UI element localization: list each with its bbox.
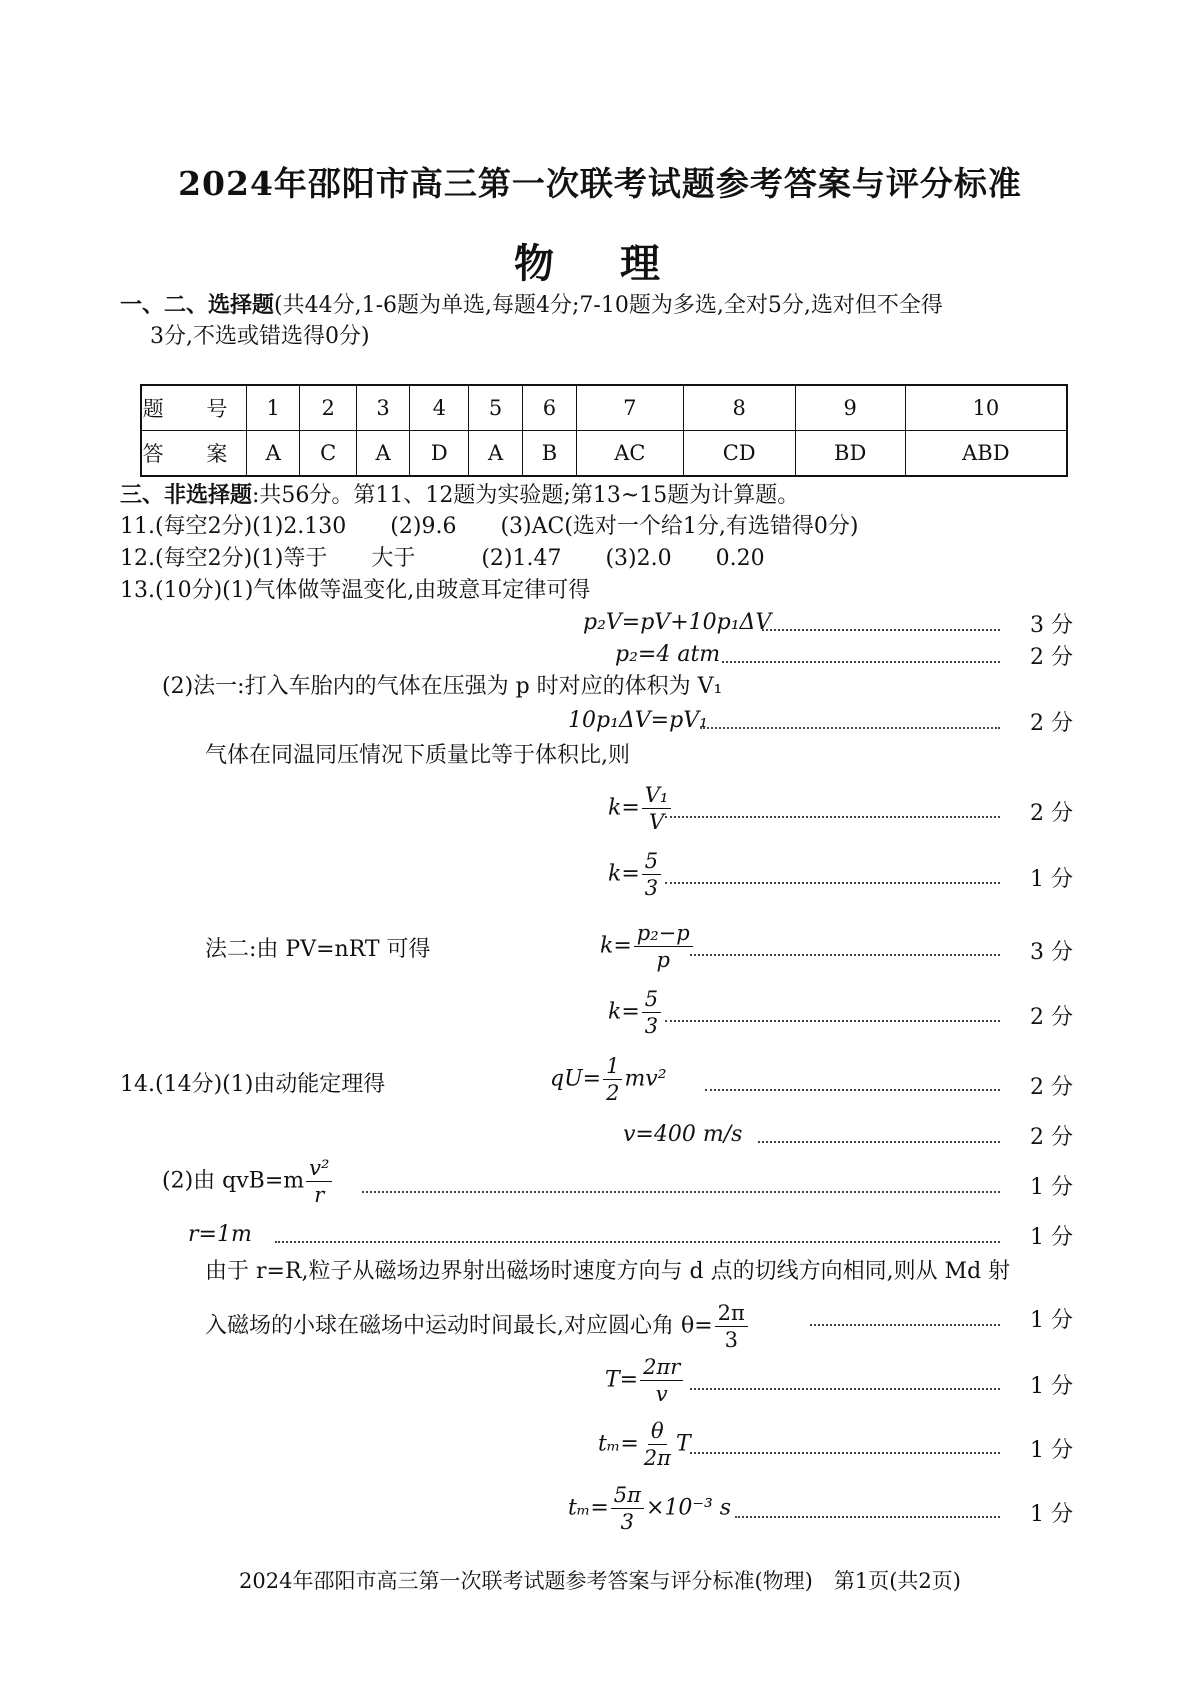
q14-tm2 (568, 1482, 731, 1535)
score: 1 分 (1030, 867, 1073, 892)
fraction (603, 1053, 622, 1106)
leader-dots (735, 1515, 1000, 1518)
table-cell: 7 (577, 385, 684, 431)
score: 2 分 (1030, 645, 1073, 670)
fraction-denominator: 2 (606, 1081, 620, 1105)
q14-eq1 (550, 1053, 667, 1106)
table-cell: 8 (683, 385, 795, 431)
section1-line1 (120, 290, 943, 321)
table-cell: BD (795, 431, 905, 477)
fraction (641, 1418, 674, 1471)
q13-intro: 13.(10分)(1)气体做等温变化,由玻意耳定律可得 (120, 578, 591, 603)
table-cell: C (300, 431, 356, 477)
fraction (642, 848, 661, 901)
section2-desc: :共56分。第11、12题为实验题;第13~15题为计算题。 (252, 483, 800, 508)
score: 1 分 (1030, 1175, 1073, 1200)
leader-dots (700, 726, 1000, 729)
fraction-denominator: r (314, 1183, 325, 1207)
text: 入磁场的小球在磁场中运动时间最长,对应圆心角 θ= (205, 1313, 713, 1339)
row-label-answer: 答 案 (141, 431, 247, 477)
fraction-denominator: V (648, 810, 665, 834)
q13-part2: (2)法一:打入车胎内的气体在压强为 p 时对应的体积为 V₁ (162, 674, 723, 699)
score: 2 分 (1030, 1075, 1073, 1100)
fraction-numerator: 5 (642, 986, 661, 1013)
section1-heading: 一、二、选择题 (120, 292, 275, 318)
q14-text1: 由于 r=R,粒子从磁场边界射出磁场时速度方向与 d 点的切线方向相同,则从 Md 射 (205, 1259, 1011, 1284)
fraction-denominator: 3 (644, 876, 659, 900)
q14-eq-r: r=1m (188, 1222, 252, 1247)
eq-left: (2)由 qvB=m (162, 1168, 305, 1194)
table-cell: 10 (905, 385, 1067, 431)
table-cell: A (356, 431, 409, 477)
leader-dots (762, 628, 1000, 631)
k-label: k= (608, 999, 640, 1025)
table-cell: A (469, 431, 522, 477)
eq-right: ×10⁻³ s (645, 1495, 732, 1521)
q14-eq2: v=400 m/s (623, 1122, 743, 1147)
section2-heading: 三、非选择题 (120, 482, 253, 508)
fraction-denominator: 3 (724, 1328, 738, 1352)
table-cell: AC (577, 431, 684, 477)
subject-title: 物 理 (514, 240, 686, 287)
eq-left: tₘ= (598, 1431, 639, 1457)
fraction-numerator: θ (648, 1418, 667, 1445)
q13-method2: 法二:由 PV=nRT 可得 (205, 937, 431, 962)
fraction-numerator: 2π (715, 1300, 748, 1327)
leader-dots (690, 953, 1000, 956)
q14-part2 (162, 1155, 334, 1208)
eq-right: mv² (624, 1066, 667, 1092)
q14-intro: 14.(14分)(1)由动能定理得 (120, 1072, 386, 1097)
fraction-denominator: 2π (643, 1446, 671, 1470)
score: 1 分 (1030, 1308, 1073, 1333)
answer-table (140, 384, 1068, 477)
fraction-numerator: V₁ (642, 782, 672, 809)
fraction (640, 1354, 683, 1407)
table-cell: 4 (410, 385, 469, 431)
score: 3 分 (1030, 940, 1073, 965)
table-cell: 6 (522, 385, 576, 431)
fraction-numerator: 5 (642, 848, 661, 875)
fraction (642, 986, 661, 1039)
q14-T (605, 1354, 685, 1407)
q13-k3 (600, 920, 695, 973)
fraction-denominator: p (656, 948, 670, 972)
page-footer: 2024年邵阳市高三第一次联考试题参考答案与评分标准(物理) 第1页(共2页) (239, 1569, 961, 1593)
fraction-numerator: 2πr (640, 1354, 683, 1381)
score: 1 分 (1030, 1502, 1073, 1527)
table-cell: CD (683, 431, 795, 477)
score: 1 分 (1030, 1225, 1073, 1250)
leader-dots (665, 1019, 1000, 1022)
fraction (642, 782, 672, 835)
fraction (634, 920, 693, 973)
table-row (141, 431, 1067, 477)
score: 1 分 (1030, 1438, 1073, 1463)
fraction-denominator: v (655, 1382, 668, 1406)
leader-dots (665, 881, 1000, 884)
table-cell: A (247, 431, 300, 477)
fraction-denominator: 3 (644, 1014, 659, 1038)
q13-note: 气体在同温同压情况下质量比等于体积比,则 (205, 743, 630, 768)
score: 2 分 (1030, 1005, 1073, 1030)
leader-dots (758, 1140, 1000, 1143)
eq-left: qU= (550, 1066, 602, 1092)
table-cell: 2 (300, 385, 356, 431)
table-cell: 3 (356, 385, 409, 431)
table-cell: D (410, 431, 469, 477)
fraction-numerator: p₂−p (634, 920, 693, 947)
table-cell: 5 (469, 385, 522, 431)
q14-text2 (205, 1300, 750, 1353)
leader-dots (722, 660, 1000, 663)
score: 2 分 (1030, 801, 1073, 826)
q14-tm (598, 1418, 691, 1471)
q13-eq1: p₂V=pV+10p₁ΔV (583, 610, 772, 635)
fraction (611, 1482, 644, 1535)
k-label: k= (608, 795, 640, 821)
table-cell: 9 (795, 385, 905, 431)
fraction-denominator: 3 (620, 1510, 635, 1534)
q13-eq2: p₂=4 atm (615, 642, 721, 667)
fraction (715, 1300, 748, 1353)
q12-answer: 12.(每空2分)(1)等于 大于 (2)1.47 (3)2.0 0.20 (120, 546, 765, 571)
eq-left: T= (605, 1367, 639, 1393)
fraction (306, 1155, 332, 1208)
leader-dots (690, 1387, 1000, 1390)
table-cell: ABD (905, 431, 1067, 477)
leader-dots (690, 1451, 1000, 1454)
k-label: k= (608, 861, 640, 887)
section2-line (120, 480, 799, 511)
q13-k1 (608, 782, 673, 835)
leader-dots (705, 1088, 1000, 1091)
table-row (141, 385, 1067, 431)
q13-eq3: 10p₁ΔV=pV₁ (568, 708, 708, 733)
section1-desc2: 3分,不选或错选得0分) (150, 324, 370, 349)
q11-answer: 11.(每空2分)(1)2.130 (2)9.6 (3)AC(选对一个给1分,有选错得0分) (120, 514, 859, 539)
table-cell: B (522, 431, 576, 477)
score: 2 分 (1030, 711, 1073, 736)
leader-dots (665, 815, 1000, 818)
leader-dots (275, 1240, 1000, 1243)
fraction-numerator: 1 (603, 1053, 622, 1080)
section1-desc1: (共44分,1-6题为单选,每题4分;7-10题为多选,全对5分,选对但不全得 (274, 293, 943, 318)
k-label: k= (600, 933, 632, 959)
score: 1 分 (1030, 1374, 1073, 1399)
leader-dots (810, 1323, 1000, 1326)
fraction-numerator: 5π (611, 1482, 644, 1509)
q13-k2 (608, 848, 663, 901)
table-cell: 1 (247, 385, 300, 431)
row-label-number: 题 号 (141, 385, 247, 431)
eq-right: T (675, 1431, 691, 1457)
fraction-numerator: v² (306, 1155, 332, 1182)
leader-dots (362, 1190, 1000, 1193)
eq-left: tₘ= (568, 1495, 609, 1521)
score: 3 分 (1030, 613, 1073, 638)
q13-k4 (608, 986, 663, 1039)
page-title: 2024年邵阳市高三第一次联考试题参考答案与评分标准 (178, 164, 1022, 203)
score: 2 分 (1030, 1125, 1073, 1150)
